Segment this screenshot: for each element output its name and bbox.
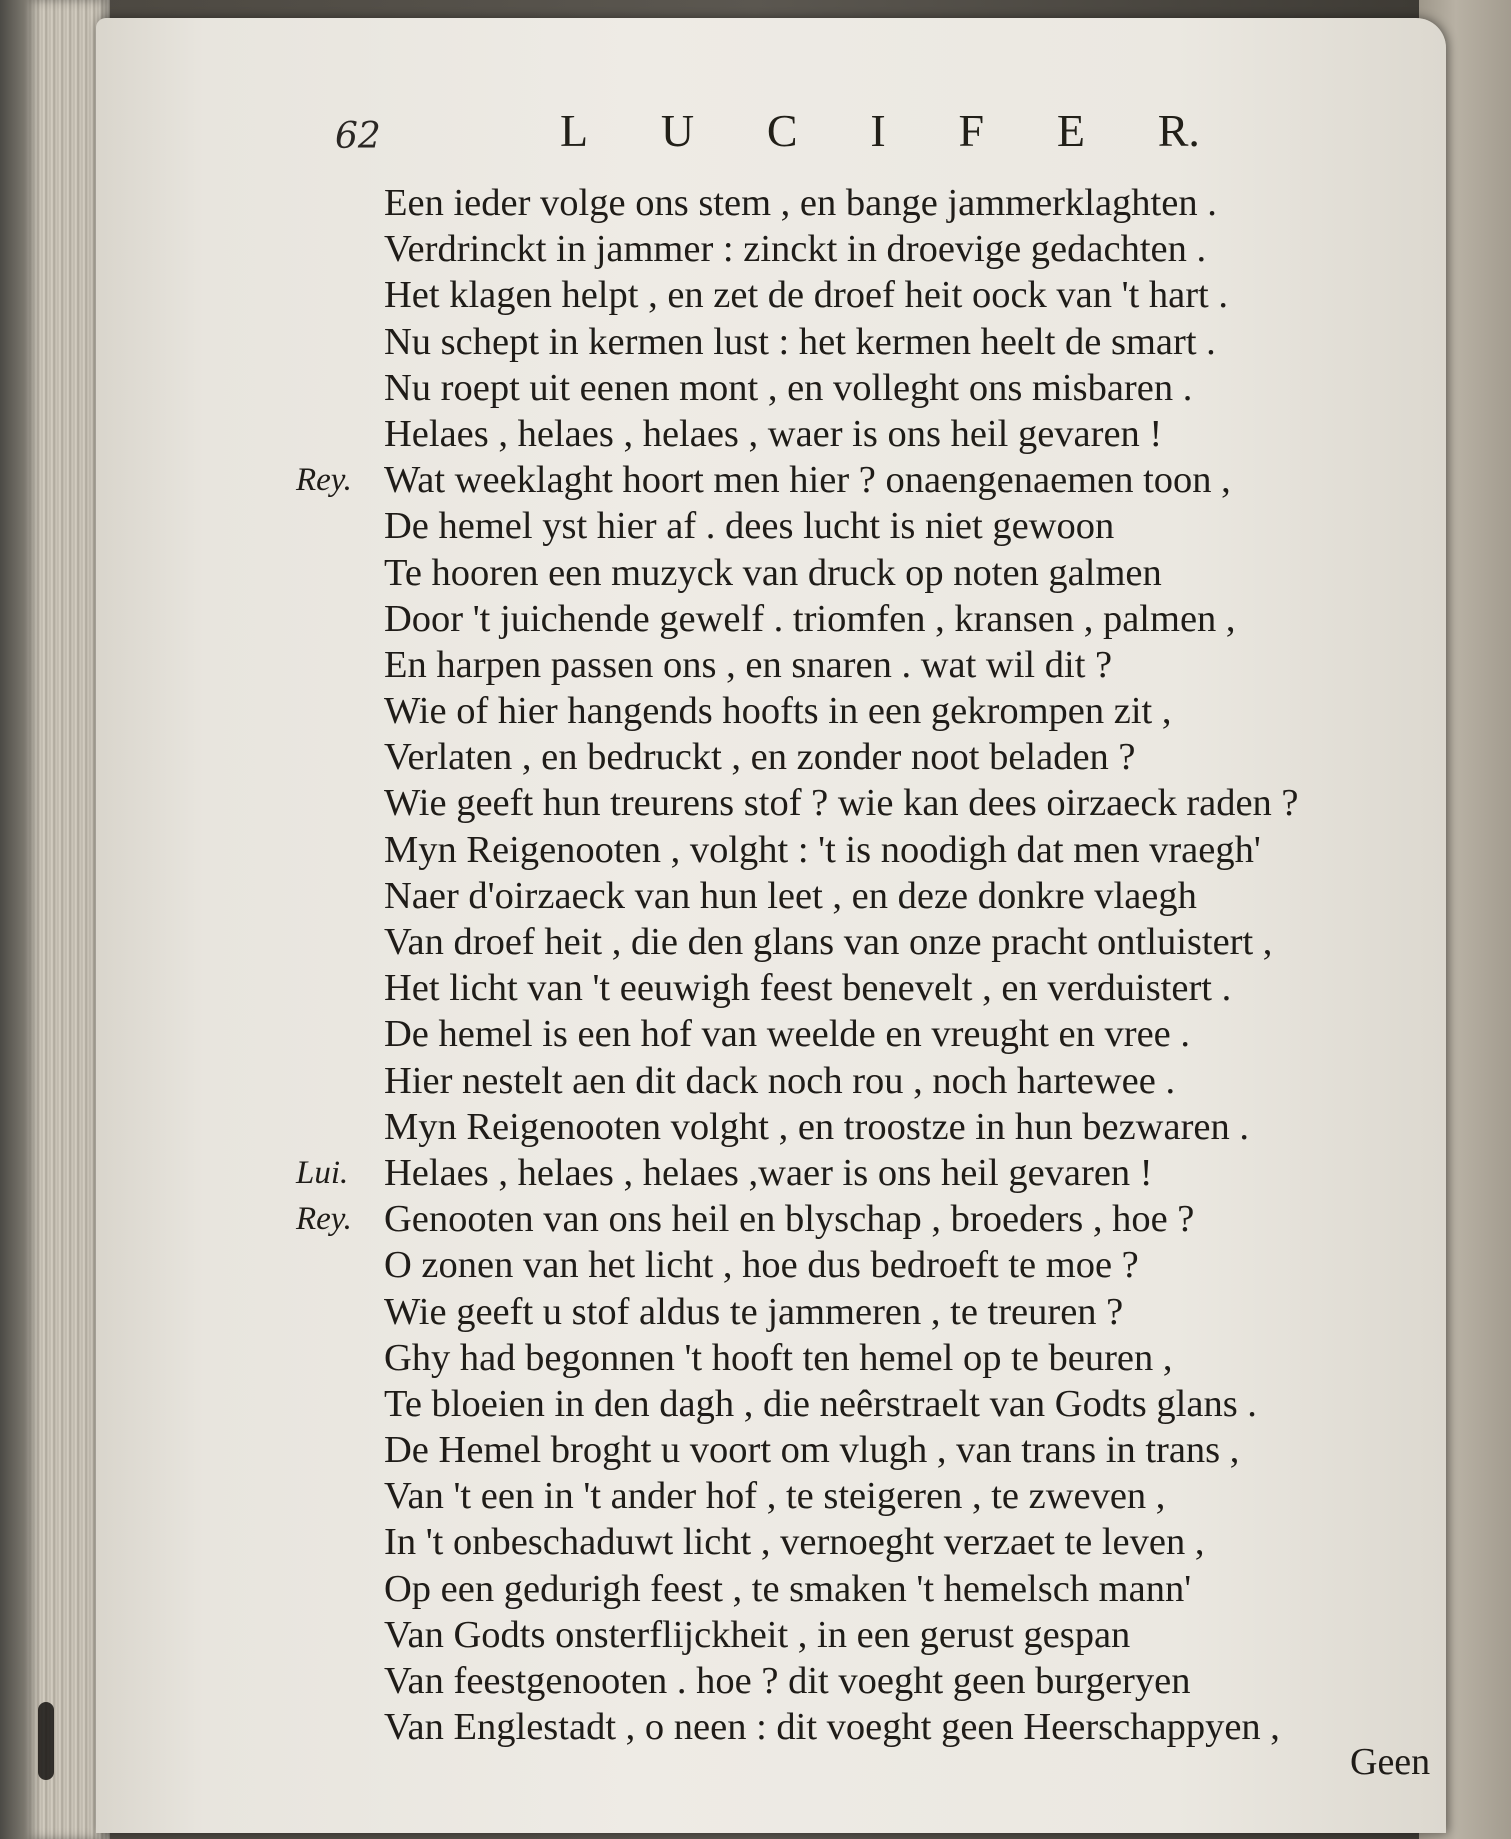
verse-line <box>336 1104 1416 1150</box>
verse-line-text: Wie of hier hangends hoofts in een gekrompen zit , <box>384 690 1172 733</box>
running-head-letter: C <box>766 105 798 156</box>
verse-line-text: Helaes , helaes , helaes ,waer is ons heil gevaren ! <box>384 1151 1153 1194</box>
verse-line <box>336 1242 1416 1288</box>
speaker-label: Rey. <box>296 1201 352 1238</box>
verse-line-text: Wie geeft u stof aldus te jammeren , te treuren ? <box>384 1290 1124 1333</box>
verse-line <box>336 1658 1416 1704</box>
verse-line <box>336 1519 1416 1565</box>
verse-line <box>336 1058 1416 1104</box>
verse-line-text: Het klagen helpt , en zet de droef heit oock van 't hart . <box>384 274 1228 317</box>
verse-line <box>296 457 1416 503</box>
speaker-label: Lui. <box>296 1154 349 1191</box>
verse-line <box>296 1150 1416 1196</box>
running-head-letter: I <box>870 105 886 156</box>
verse-line <box>336 226 1416 272</box>
ink-smudge <box>38 1702 54 1780</box>
verse-line <box>336 919 1416 965</box>
verse-line-text: Genooten van ons heil en blyschap , broeders , hoe ? <box>384 1198 1195 1241</box>
verse-line-text: Een ieder volge ons stem , en bange jammerklaghten . <box>384 182 1217 224</box>
running-head-letter: R. <box>1157 105 1200 156</box>
verse-line <box>336 827 1416 873</box>
verse-line <box>336 688 1416 734</box>
verse-line <box>336 411 1416 457</box>
verse-line-text: Van Englestadt , o neen : dit voeght geen Heerschappyen , <box>384 1706 1280 1749</box>
verse-line <box>336 1566 1416 1612</box>
verse-line-text: Door 't juichende gewelf . triomfen , kransen , palmen , <box>384 597 1236 640</box>
running-head-letter: E <box>1056 105 1085 156</box>
verse-line-text: Myn Reigenooten , volght : 't is noodigh dat men vraegh' <box>384 828 1261 871</box>
verse-line <box>336 365 1416 411</box>
verse-line-text: Hier nestelt aen dit dack noch rou , noch hartewee . <box>384 1059 1176 1102</box>
running-head-letter: L <box>560 105 589 156</box>
verse-line-text: De Hemel broght u voort om vlugh , van trans in trans , <box>384 1429 1240 1472</box>
verse-line <box>336 873 1416 919</box>
verse-text <box>296 180 1416 1750</box>
verse-line-text: In 't onbeschaduwt licht , vernoeght verzaet te leven , <box>384 1521 1205 1564</box>
verse-line <box>336 1473 1416 1519</box>
verse-line-text: Wie geeft hun treurens stof ? wie kan dees oirzaeck raden ? <box>384 782 1299 825</box>
verse-line-text: Van 't een in 't ander hof , te steigeren , te zweven , <box>384 1475 1166 1518</box>
verse-line-text: Nu schept in kermen lust : het kermen heelt de smart . <box>384 320 1216 363</box>
verse-line <box>296 1196 1416 1242</box>
verse-line <box>336 1011 1416 1057</box>
verse-line-text: Van feestgenooten . hoe ? dit voeght geen burgeryen <box>384 1660 1191 1702</box>
verse-line-text: Op een gedurigh feest , te smaken 't hemelsch mann' <box>384 1567 1192 1610</box>
verse-line <box>336 734 1416 780</box>
verse-line <box>336 1381 1416 1427</box>
verse-line-text: Naer d'oirzaeck van hun leet , en deze donkre vlaegh <box>384 874 1197 917</box>
running-head-letter: U <box>660 105 695 156</box>
verse-line <box>336 780 1416 826</box>
verse-line-text: En harpen passen ons , en snaren . wat wil dit ? <box>384 643 1113 686</box>
verse-line <box>336 1612 1416 1658</box>
verse-line <box>336 1427 1416 1473</box>
verse-line-text: Wat weeklaght hoort men hier ? onaengenaemen toon , <box>384 459 1231 502</box>
verse-line-text: O zonen van het licht , hoe dus bedroeft te moe ? <box>384 1244 1139 1287</box>
verse-line <box>336 1704 1416 1750</box>
verse-line <box>336 503 1416 549</box>
verse-line <box>336 642 1416 688</box>
verse-line-text: Te hooren een muzyck van druck op noten galmen <box>384 551 1162 594</box>
verse-line-text: De hemel yst hier af . dees lucht is niet gewoon <box>384 505 1115 548</box>
verse-line-text: Van droef heit , die den glans van onze pracht ontluistert , <box>384 921 1273 963</box>
verse-line <box>336 272 1416 318</box>
verse-line-text: Verdrinckt in jammer : zinckt in droevige gedachten . <box>384 228 1207 271</box>
page-number: 62 <box>335 116 381 157</box>
catchword: Geen <box>1350 1741 1431 1783</box>
verse-line-text: Te bloeien in den dagh , die neêrstraelt van Godts glans . <box>384 1382 1257 1425</box>
verse-line <box>336 965 1416 1011</box>
verse-line <box>336 319 1416 365</box>
running-head-letter: F <box>958 105 985 156</box>
speaker-label: Rey. <box>296 462 352 499</box>
verse-line-text: Nu roept uit eenen mont , en volleght ons misbaren . <box>384 366 1193 409</box>
verse-line <box>336 1335 1416 1381</box>
verse-line-text: Ghy had begonnen 't hooft ten hemel op te beuren , <box>384 1336 1173 1379</box>
verse-line-text: Verlaten , en bedruckt , en zonder noot beladen ? <box>384 736 1136 779</box>
verse-line <box>336 1289 1416 1335</box>
verse-line-text: Helaes , helaes , helaes , waer is ons heil gevaren ! <box>384 412 1163 455</box>
verse-line <box>336 180 1416 226</box>
verse-line-text: Van Godts onsterflijckheit , in een gerust gespan <box>384 1613 1131 1656</box>
verse-line-text: Het licht van 't eeuwigh feest benevelt , en verduistert . <box>384 967 1232 1010</box>
book-spine-shadow <box>0 0 40 1839</box>
running-head <box>560 104 1200 157</box>
verse-line <box>336 550 1416 596</box>
verse-line <box>336 596 1416 642</box>
verse-line-text: Myn Reigenooten volght , en troostze in hun bezwaren . <box>384 1105 1249 1148</box>
verse-line-text: De hemel is een hof van weelde en vreught en vree . <box>384 1013 1191 1056</box>
